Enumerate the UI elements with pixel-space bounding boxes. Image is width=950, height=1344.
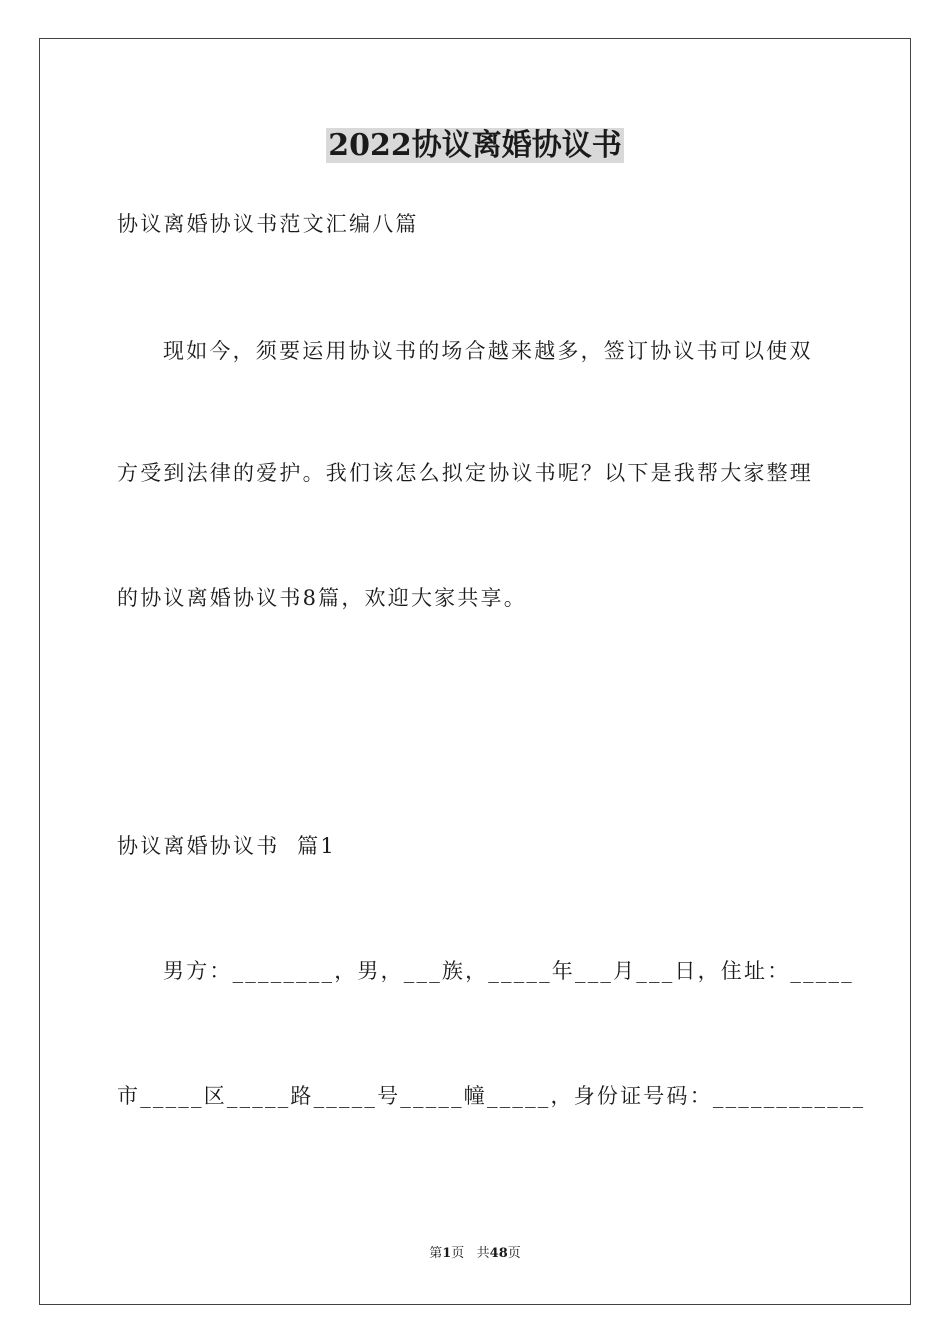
document-title-text: 2022协议离婚协议书: [328, 128, 622, 163]
intro-paragraph-line: 的协议离婚协议书8篇，欢迎大家共享。: [117, 586, 527, 610]
form-line: 市_____区_____路_____号_____幢_____，身份证号码：____________: [117, 1084, 866, 1108]
footer-page-suffix: 页: [507, 1246, 521, 1261]
document-title: [0, 126, 950, 166]
document-subtitle: 协议离婚协议书范文汇编八篇: [117, 212, 419, 236]
footer-page-prefix: 第: [429, 1246, 443, 1261]
intro-paragraph-line: 现如今，须要运用协议书的场合越来越多，签订协议书可以使双: [163, 339, 813, 363]
footer-page-mid: 页 共: [451, 1246, 490, 1261]
footer-page-current: 1: [442, 1246, 452, 1261]
section-heading: 协议离婚协议书 篇1: [117, 834, 336, 858]
intro-paragraph-line: 方受到法律的爱护。我们该怎么拟定协议书呢？以下是我帮大家整理: [117, 461, 813, 485]
form-line: 男方：________，男，___族，_____年___月___日，住址：_____: [163, 959, 854, 983]
footer-page-total: 48: [489, 1246, 508, 1261]
page-footer: [0, 1245, 950, 1263]
